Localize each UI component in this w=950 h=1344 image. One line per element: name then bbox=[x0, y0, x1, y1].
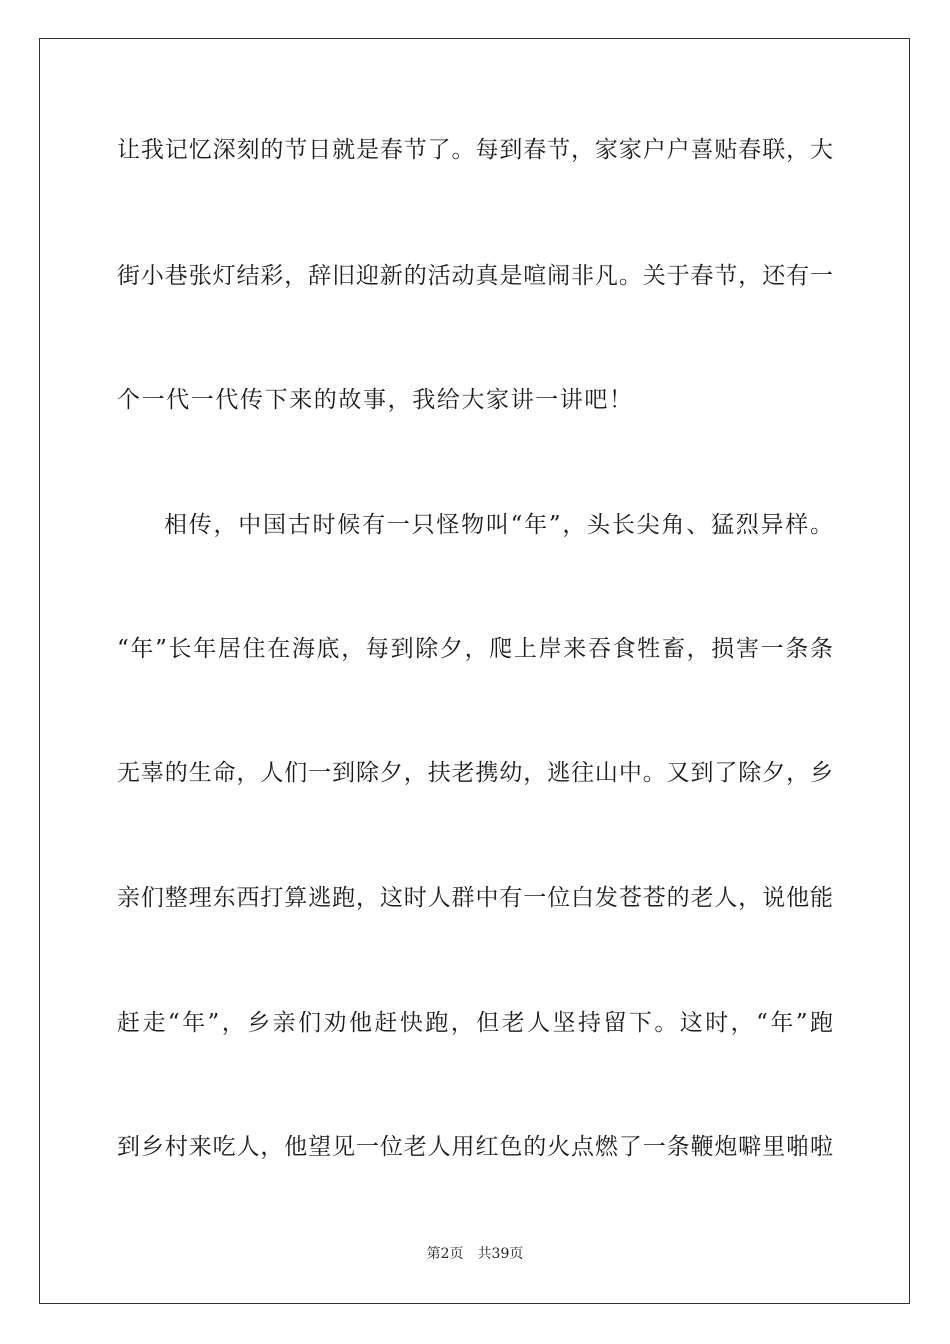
text-line-6: 无辜的生命，人们一到除夕，扶老携幼，逃往山中。又到了除夕，乡 bbox=[117, 760, 833, 786]
page-total: 共39页 bbox=[477, 1246, 524, 1262]
text-line-3: 个一代一代传下来的故事，我给大家讲一讲吧！ bbox=[117, 387, 634, 413]
text-line-9: 到乡村来吃人，他望见一位老人用红色的火点燃了一条鞭炮噼里啪啦 bbox=[117, 1134, 833, 1160]
text-line-5: “年”长年居住在海底，每到除夕，爬上岸来吞食牲畜，损害一条条 bbox=[117, 636, 833, 662]
text-line-1: 让我记忆深刻的节日就是春节了。每到春节，家家户户喜贴春联，大 bbox=[117, 137, 833, 163]
text-line-4: 相传，中国古时候有一只怪物叫“年”，头长尖角、猛烈异样。 bbox=[164, 512, 833, 538]
text-line-7: 亲们整理东西打算逃跑，这时人群中有一位白发苍苍的老人，说他能 bbox=[117, 885, 833, 911]
page-border bbox=[39, 38, 910, 1304]
page-number: 第2页 bbox=[426, 1246, 464, 1262]
text-line-8: 赶走“年”，乡亲们劝他赶快跑，但老人坚持留下。这时，“年”跑 bbox=[117, 1010, 833, 1036]
text-line-2: 街小巷张灯结彩，辞旧迎新的活动真是喧闹非凡。关于春节，还有一 bbox=[117, 263, 833, 289]
page-footer bbox=[0, 1245, 950, 1263]
